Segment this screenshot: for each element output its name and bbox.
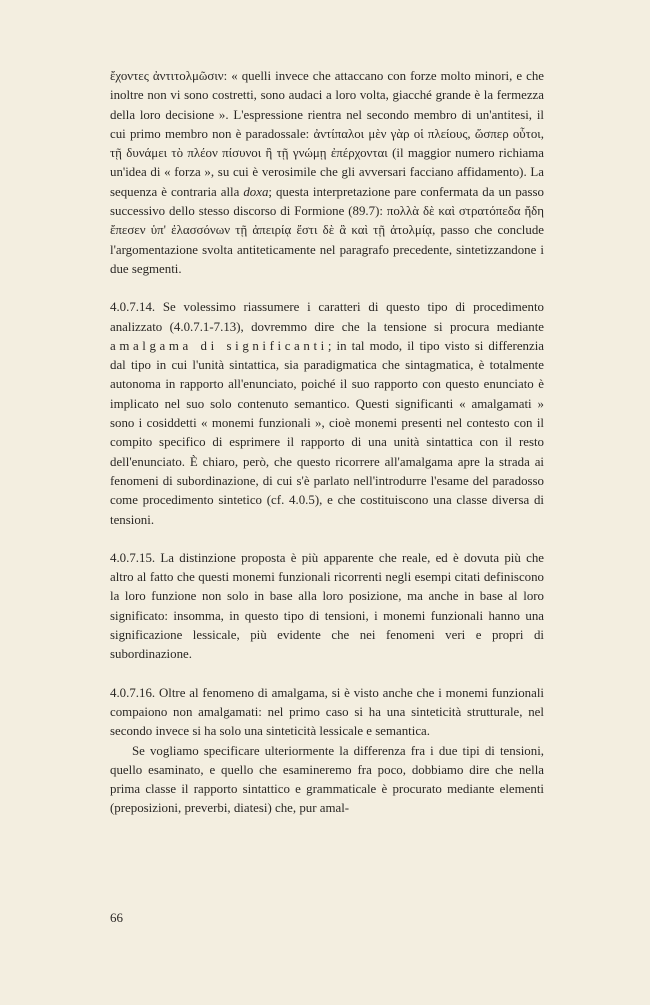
paragraph-continuation: Se vogliamo specificare ulteriormente la differenza fra i due tipi di tensioni, quello esaminato, e quello che esamineremo fra poco, dobbiamo dire che nella prima classe il rapporto sintattico e grammaticale è procurato mediante elementi (preposizioni, preverbi, diatesi) che, pur amal-	[110, 743, 544, 816]
paragraph-1-text-b: ; questa interpretazione pare confermata da un passo successivo dello stesso discorso di Formione (89.7): πολλὰ δὲ καὶ στρατόπεδα ἤδη ἔπεσεν ὑπ' ἐλασσόνων τῇ ἀπειρίᾳ ἔστι δὲ ἃ καὶ τῇ ἀτολμίᾳ, passo che conclude l'argomentazione svolta antiteticamente nel paragrafo precedente, sintetizzandone i due segmenti.	[110, 184, 544, 276]
paragraph-1	[110, 67, 544, 279]
doxa-term: doxa	[243, 184, 269, 199]
paragraph-1-text-a: ἔχοντες ἀντιτολμῶσιν: « quelli invece che attaccano con forze molto minori, e che inoltre non vi sono costretti, sono audaci a loro volta, giacché grande è la fermezza della loro decisione ». L'espressione rientra nel secondo membro di un'antitesi, il cui primo membro non è paradossale: ἀντίπαλοι μὲν γὰρ οἱ πλείους, ὥσπερ οὗτοι, τῇ δυνάμει τὸ πλέον πίσυνοι ἢ τῇ γνώμῃ ἐπέρχονται (il maggior numero richiama un'idea di « forza », su cui è verosimile che gli avversari facciano affidamento). La sequenza è contraria alla	[110, 69, 544, 199]
paragraph-4-0-7-15: 4.0.7.15. La distinzione proposta è più apparente che reale, ed è dovuta più che altro al fatto che questi monemi funzionali ricorrenti negli esempi citati definiscono la loro funzione non solo in base alla loro posizione, ma anche in base al loro significato: insomma, in questo tipo di tensioni, i monemi funzionali hanno una significazione lessicale, più evidente che nei fenomeni veri e propri di subordinazione.	[110, 550, 544, 662]
emphasized-term: amalgama di significanti	[110, 338, 328, 353]
paragraph-2-text-a: 4.0.7.14. Se volessimo riassumere i caratteri di questo tipo di procedimento analizzato (4.0.7.1-7.13), dovremmo dire che la tensione si procura mediante	[110, 300, 544, 334]
paragraph-2-text-b: ; in tal modo, il tipo visto si differenzia dal tipo in cui l'unità sintattica, sia paradigmatica che sintagmatica, è totalmente autonoma in rapporto all'enunciato, poiché il suo rapporto con questo enunciato è implicato nel suo solo contenuto semantico. Questi significanti « amalgamati » sono i cosiddetti « monemi funzionali », cioè monemi presenti nel contesto con il compito specifico di esprimere il rapporto di una unità sintattica con il resto dell'enunciato. È chiaro, però, che questo ricorrere all'amalgama apre la strada ai fenomeni di subordinazione, di cui s'è parlato nell'introdurre l'esame del paradosso come procedimento sintetico (cf. 4.0.5), e che costituiscono una classe diversa di tensioni.	[110, 338, 545, 527]
paragraph-4-0-7-16: 4.0.7.16. Oltre al fenomeno di amalgama, si è visto anche che i monemi funzionali compaiono non amalgamati: nel primo caso si ha una sinteticità strutturale, nel secondo invece si ha solo una sinteticità lessicale e semantica.	[110, 685, 544, 739]
body-text	[110, 67, 544, 819]
paragraph-4-0-7-14	[110, 298, 544, 530]
page-number: 66	[110, 910, 123, 925]
